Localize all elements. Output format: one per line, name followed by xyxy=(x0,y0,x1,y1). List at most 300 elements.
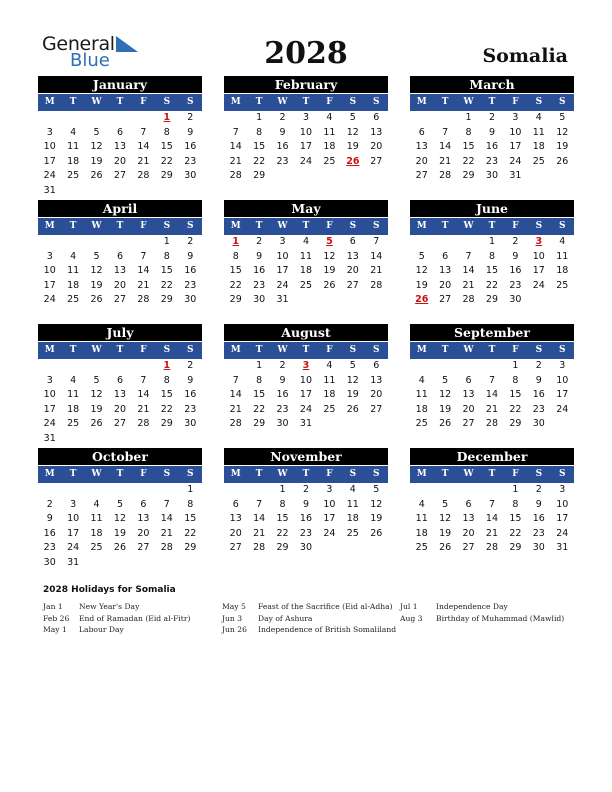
holiday-name: Independence Day xyxy=(436,602,508,611)
day-cell: 9 xyxy=(187,126,194,138)
week-row xyxy=(224,169,388,184)
week-row xyxy=(410,527,574,542)
weekday-label: T xyxy=(69,221,77,231)
day-cell: 13 xyxy=(346,250,359,262)
day-cell: 17 xyxy=(509,141,522,153)
day-cell: 26 xyxy=(556,155,569,167)
week-row xyxy=(38,293,202,308)
day-cell: 29 xyxy=(160,418,173,430)
day-cell: 7 xyxy=(256,498,263,510)
day-cell: 19 xyxy=(90,155,103,167)
week-row xyxy=(410,169,574,184)
day-cell: 12 xyxy=(346,374,359,386)
empty-day-cell xyxy=(108,111,131,126)
weekday-label: T xyxy=(441,469,449,479)
weekday-header-row xyxy=(224,94,388,111)
day-cell: 10 xyxy=(43,265,56,277)
weekday-label: T xyxy=(116,345,124,355)
week-row xyxy=(38,483,202,498)
day-cell: 14 xyxy=(485,513,499,525)
day-cell: 30 xyxy=(532,418,545,430)
weekday-header-row xyxy=(224,218,388,235)
week-row xyxy=(410,140,574,155)
day-cell: 24 xyxy=(556,527,569,539)
day-cell: 24 xyxy=(43,170,56,182)
day-cell: 2 xyxy=(279,360,286,371)
day-cell: 3 xyxy=(46,126,53,138)
weekday-label: T xyxy=(302,345,310,355)
holiday-item xyxy=(222,624,396,636)
empty-day-cell xyxy=(108,483,131,498)
day-cell: 9 xyxy=(187,250,194,262)
day-cell: 4 xyxy=(93,498,100,510)
day-cell: 10 xyxy=(43,389,56,401)
day-cell: 7 xyxy=(232,374,239,386)
month-title: May xyxy=(224,200,388,217)
day-cell: 7 xyxy=(442,126,449,138)
week-row xyxy=(410,512,574,527)
day-cell: 16 xyxy=(299,513,313,525)
day-cell: 8 xyxy=(163,126,170,138)
day-cell: 12 xyxy=(370,498,383,510)
day-cell: 17 xyxy=(43,403,56,415)
day-cell: 30 xyxy=(184,294,197,306)
holiday-date: May 1 xyxy=(43,625,67,634)
day-cell: 14 xyxy=(137,141,150,153)
holiday-day-cell: 1 xyxy=(163,360,171,371)
day-cell: 22 xyxy=(509,527,522,539)
day-cell: 19 xyxy=(90,403,103,415)
day-cell: 28 xyxy=(485,418,499,430)
day-cell: 24 xyxy=(556,403,569,415)
weekday-label: T xyxy=(441,221,449,231)
day-cell: 7 xyxy=(140,126,147,138)
week-row xyxy=(224,235,388,250)
empty-day-cell xyxy=(38,111,61,126)
day-cell: 17 xyxy=(323,513,336,525)
empty-day-cell xyxy=(365,293,388,308)
week-row xyxy=(224,155,388,170)
day-cell: 20 xyxy=(113,279,127,291)
week-row xyxy=(410,541,574,556)
weekday-label: W xyxy=(463,97,474,107)
day-cell: 1 xyxy=(488,236,495,247)
day-cell: 13 xyxy=(370,126,383,138)
day-cell: 11 xyxy=(67,265,80,277)
day-cell: 28 xyxy=(485,542,499,554)
holidays-title: 2028 Holidays for Somalia xyxy=(43,585,176,595)
week-row xyxy=(224,374,388,389)
country-name: Somalia xyxy=(482,45,568,67)
empty-day-cell xyxy=(341,169,364,184)
empty-day-cell xyxy=(433,359,456,374)
week-row xyxy=(38,184,202,199)
day-cell: 24 xyxy=(43,418,56,430)
weekday-label: W xyxy=(463,221,474,231)
day-cell: 29 xyxy=(184,542,197,554)
day-cell: 30 xyxy=(509,294,522,306)
day-cell: 19 xyxy=(90,279,103,291)
day-cell: 21 xyxy=(229,403,242,415)
empty-day-cell xyxy=(38,359,61,374)
day-cell: 27 xyxy=(462,542,475,554)
week-row xyxy=(38,264,202,279)
day-cell: 17 xyxy=(299,141,313,153)
day-cell: 31 xyxy=(276,294,289,306)
week-row xyxy=(38,556,202,571)
day-cell: 15 xyxy=(229,265,242,277)
day-cell: 8 xyxy=(232,250,239,262)
empty-day-cell xyxy=(527,293,550,308)
day-cell: 29 xyxy=(509,542,522,554)
day-cell: 8 xyxy=(512,498,519,510)
day-cell: 16 xyxy=(276,141,289,153)
calendar-year: 2028 xyxy=(264,36,348,71)
day-cell: 26 xyxy=(90,418,103,430)
day-cell: 18 xyxy=(415,403,428,415)
empty-day-cell xyxy=(410,483,433,498)
day-cell: 15 xyxy=(276,513,289,525)
day-cell: 4 xyxy=(326,360,333,371)
week-row xyxy=(224,140,388,155)
week-row xyxy=(224,293,388,308)
day-cell: 8 xyxy=(187,498,194,510)
day-cell: 10 xyxy=(299,374,313,386)
week-row xyxy=(410,250,574,265)
day-cell: 30 xyxy=(532,542,545,554)
weekday-label: M xyxy=(230,221,241,231)
day-cell: 25 xyxy=(532,155,545,167)
holiday-item xyxy=(43,613,190,625)
weekday-label: M xyxy=(230,345,241,355)
day-cell: 7 xyxy=(488,374,495,386)
empty-day-cell xyxy=(224,111,247,126)
day-cell: 23 xyxy=(43,542,56,554)
day-cell: 18 xyxy=(67,279,80,291)
weekday-label: T xyxy=(302,97,310,107)
day-cell: 29 xyxy=(160,294,173,306)
day-cell: 6 xyxy=(116,250,123,262)
holiday-name: Labour Day xyxy=(79,625,124,634)
day-cell: 31 xyxy=(43,184,56,196)
weekday-label: S xyxy=(163,469,171,479)
day-cell: 17 xyxy=(556,389,569,401)
weekday-label: W xyxy=(91,221,102,231)
holiday-date: Feb 26 xyxy=(43,613,70,623)
day-cell: 23 xyxy=(299,527,313,539)
day-cell: 3 xyxy=(559,360,566,371)
weekday-label: S xyxy=(372,97,380,107)
day-cell: 25 xyxy=(415,418,428,430)
day-cell: 15 xyxy=(253,389,266,401)
day-cell: 13 xyxy=(439,265,452,277)
day-cell: 11 xyxy=(67,141,80,153)
weekday-label: S xyxy=(372,469,380,479)
week-row xyxy=(224,359,388,374)
month-november xyxy=(224,448,388,556)
empty-day-cell xyxy=(410,235,433,250)
holiday-day-cell: 5 xyxy=(326,236,333,247)
day-cell: 31 xyxy=(67,556,80,568)
day-cell: 1 xyxy=(465,112,472,123)
empty-day-cell xyxy=(155,184,178,199)
day-cell: 21 xyxy=(485,403,499,415)
empty-day-cell xyxy=(433,111,456,126)
month-title: June xyxy=(410,200,574,217)
month-april xyxy=(38,200,202,308)
day-cell: 11 xyxy=(299,250,313,262)
day-cell: 20 xyxy=(415,155,428,167)
day-cell: 21 xyxy=(137,279,150,291)
week-row xyxy=(224,417,388,432)
empty-day-cell xyxy=(108,184,131,199)
day-cell: 16 xyxy=(485,141,499,153)
weekday-label: W xyxy=(91,469,102,479)
empty-day-cell xyxy=(108,235,131,250)
holidays-column-3 xyxy=(400,601,564,624)
day-cell: 15 xyxy=(160,141,173,153)
weekday-label: S xyxy=(558,221,566,231)
day-cell: 31 xyxy=(299,418,313,430)
weekday-header-row xyxy=(38,342,202,359)
month-title: July xyxy=(38,324,202,341)
weekday-label: F xyxy=(140,97,147,107)
day-cell: 3 xyxy=(302,112,309,123)
day-cell: 5 xyxy=(93,126,100,138)
month-title: January xyxy=(38,76,202,93)
day-cell: 19 xyxy=(439,403,452,415)
weekday-label: S xyxy=(558,97,566,107)
day-cell: 3 xyxy=(326,484,333,495)
weekday-header-row xyxy=(224,342,388,359)
weekday-label: M xyxy=(416,221,427,231)
weekday-label: M xyxy=(44,345,55,355)
week-row xyxy=(410,483,574,498)
month-title: September xyxy=(410,324,574,341)
day-cell: 9 xyxy=(46,513,53,525)
day-cell: 6 xyxy=(373,112,380,123)
week-row xyxy=(410,293,574,308)
day-cell: 29 xyxy=(229,294,242,306)
day-cell: 30 xyxy=(485,170,499,182)
weekday-label: F xyxy=(326,345,333,355)
empty-day-cell xyxy=(527,169,550,184)
month-july xyxy=(38,324,202,447)
day-cell: 2 xyxy=(187,236,194,247)
day-cell: 27 xyxy=(370,403,383,415)
day-cell: 18 xyxy=(323,141,336,153)
weekday-label: S xyxy=(186,469,194,479)
week-row xyxy=(38,250,202,265)
weekday-label: M xyxy=(44,469,55,479)
empty-day-cell xyxy=(294,169,317,184)
day-cell: 22 xyxy=(253,155,266,167)
weekday-header-row xyxy=(38,218,202,235)
day-cell: 27 xyxy=(113,294,127,306)
weekday-label: M xyxy=(416,345,427,355)
day-cell: 31 xyxy=(43,432,56,444)
week-row xyxy=(38,155,202,170)
weekday-label: S xyxy=(535,469,543,479)
holiday-name: Day of Ashura xyxy=(258,613,313,623)
week-row xyxy=(38,498,202,513)
day-cell: 4 xyxy=(302,236,309,247)
day-cell: 11 xyxy=(415,513,428,525)
day-cell: 14 xyxy=(462,265,475,277)
day-cell: 21 xyxy=(253,527,266,539)
day-cell: 12 xyxy=(323,250,336,262)
holiday-name: Feast of the Sacrifice (Eid al-Adha) xyxy=(258,602,393,611)
day-cell: 10 xyxy=(299,126,313,138)
day-cell: 4 xyxy=(70,126,77,138)
day-cell: 27 xyxy=(229,542,242,554)
day-cell: 23 xyxy=(184,279,197,291)
weekday-label: S xyxy=(186,221,194,231)
day-cell: 16 xyxy=(43,527,56,539)
day-cell: 8 xyxy=(256,374,263,386)
day-cell: 14 xyxy=(229,389,242,401)
day-cell: 6 xyxy=(418,126,425,138)
day-cell: 18 xyxy=(67,155,80,167)
weekday-label: T xyxy=(488,97,496,107)
day-cell: 13 xyxy=(113,265,127,277)
weekday-label: M xyxy=(416,469,427,479)
holiday-name: Independence of British Somaliland xyxy=(258,625,397,634)
day-cell: 2 xyxy=(279,112,286,123)
week-row xyxy=(224,250,388,265)
day-cell: 22 xyxy=(160,155,173,167)
day-cell: 12 xyxy=(113,513,127,525)
empty-day-cell xyxy=(132,483,155,498)
day-cell: 21 xyxy=(370,265,383,277)
day-cell: 17 xyxy=(532,265,545,277)
empty-day-cell xyxy=(85,184,108,199)
day-cell: 22 xyxy=(462,155,475,167)
month-december xyxy=(410,448,574,556)
weekday-label: S xyxy=(349,97,357,107)
week-row xyxy=(224,527,388,542)
weekday-label: W xyxy=(277,221,288,231)
day-cell: 26 xyxy=(439,542,452,554)
day-cell: 18 xyxy=(90,527,103,539)
day-cell: 25 xyxy=(67,294,80,306)
holiday-name: Birthday of Muhammad (Mawlid) xyxy=(436,613,565,623)
day-cell: 23 xyxy=(532,527,545,539)
holiday-date: May 5 xyxy=(222,602,246,611)
empty-day-cell xyxy=(341,417,364,432)
day-cell: 10 xyxy=(67,513,80,525)
day-cell: 27 xyxy=(346,279,359,291)
day-cell: 10 xyxy=(556,374,569,386)
weekday-header-row xyxy=(410,466,574,483)
day-cell: 26 xyxy=(323,279,336,291)
day-cell: 29 xyxy=(253,170,266,182)
day-cell: 23 xyxy=(485,155,499,167)
day-cell: 13 xyxy=(462,513,475,525)
day-cell: 19 xyxy=(323,265,336,277)
day-cell: 25 xyxy=(323,403,336,415)
day-cell: 14 xyxy=(253,513,266,525)
empty-day-cell xyxy=(433,483,456,498)
weekday-header-row xyxy=(38,94,202,111)
empty-day-cell xyxy=(433,235,456,250)
day-cell: 9 xyxy=(535,374,542,386)
day-cell: 6 xyxy=(116,126,123,138)
day-cell: 5 xyxy=(442,498,449,510)
day-cell: 13 xyxy=(113,141,127,153)
day-cell: 1 xyxy=(163,236,170,247)
empty-day-cell xyxy=(38,483,61,498)
weekday-label: T xyxy=(116,221,124,231)
day-cell: 31 xyxy=(509,170,522,182)
day-cell: 25 xyxy=(346,527,359,539)
day-cell: 17 xyxy=(43,155,56,167)
day-cell: 19 xyxy=(556,141,569,153)
weekday-header-row xyxy=(410,342,574,359)
day-cell: 24 xyxy=(323,527,336,539)
weekday-label: F xyxy=(512,97,519,107)
day-cell: 6 xyxy=(116,374,123,386)
day-cell: 3 xyxy=(46,374,53,386)
week-row xyxy=(224,111,388,126)
weekday-label: F xyxy=(140,221,147,231)
empty-day-cell xyxy=(132,432,155,447)
day-cell: 28 xyxy=(229,170,242,182)
day-cell: 24 xyxy=(43,294,56,306)
weekday-label: F xyxy=(326,469,333,479)
day-cell: 2 xyxy=(256,236,263,247)
month-october xyxy=(38,448,202,571)
week-row xyxy=(38,432,202,447)
empty-day-cell xyxy=(365,541,388,556)
day-cell: 18 xyxy=(299,265,313,277)
weekday-label: W xyxy=(277,97,288,107)
holiday-day-cell: 1 xyxy=(163,112,171,123)
week-row xyxy=(410,126,574,141)
empty-day-cell xyxy=(61,359,84,374)
day-cell: 28 xyxy=(229,418,242,430)
day-cell: 16 xyxy=(184,265,197,277)
day-cell: 28 xyxy=(160,542,173,554)
weekday-label: F xyxy=(512,345,519,355)
day-cell: 10 xyxy=(509,126,522,138)
day-cell: 28 xyxy=(137,170,150,182)
holiday-item xyxy=(400,613,564,625)
day-cell: 20 xyxy=(229,527,242,539)
empty-day-cell xyxy=(85,359,108,374)
weekday-header-row xyxy=(410,94,574,111)
day-cell: 7 xyxy=(488,498,495,510)
weekday-label: S xyxy=(186,97,194,107)
day-cell: 26 xyxy=(370,527,383,539)
empty-day-cell xyxy=(155,483,178,498)
day-cell: 16 xyxy=(184,389,197,401)
week-row xyxy=(410,235,574,250)
empty-day-cell xyxy=(179,184,202,199)
weekday-label: S xyxy=(535,97,543,107)
holiday-day-cell: 3 xyxy=(535,236,543,247)
month-september xyxy=(410,324,574,432)
day-cell: 29 xyxy=(160,170,173,182)
day-cell: 29 xyxy=(253,418,266,430)
day-cell: 17 xyxy=(43,279,56,291)
empty-day-cell xyxy=(38,235,61,250)
day-cell: 24 xyxy=(509,155,522,167)
month-title: March xyxy=(410,76,574,93)
holiday-date: Jan 1 xyxy=(43,602,63,611)
day-cell: 30 xyxy=(184,418,197,430)
month-march xyxy=(410,76,574,184)
